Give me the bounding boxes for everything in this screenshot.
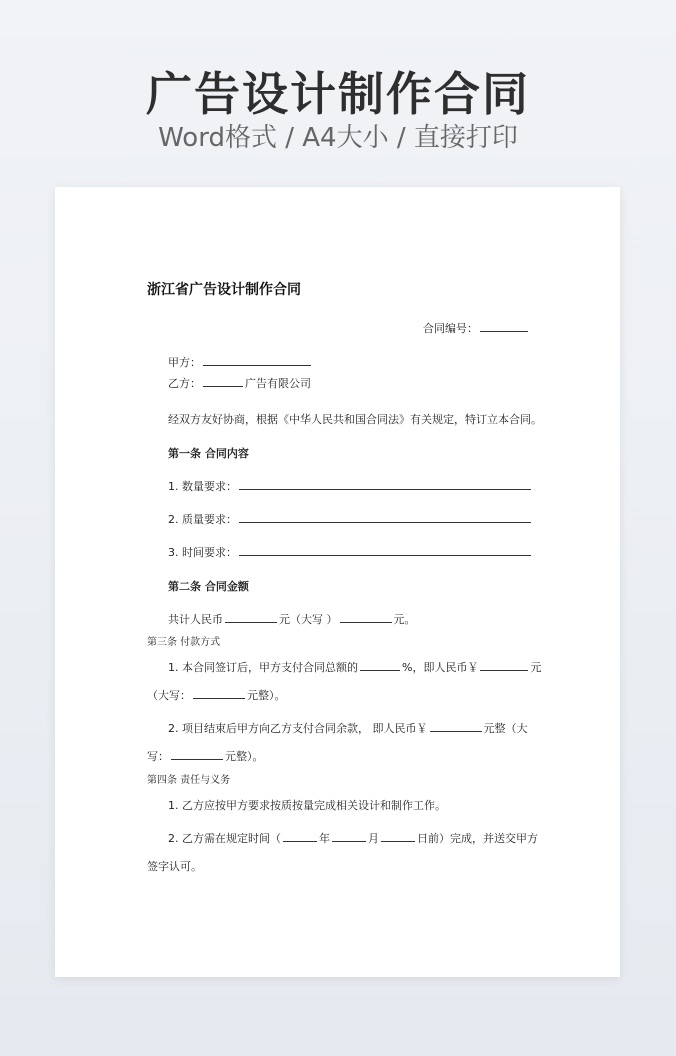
amount-mid: 元（大写 ） — [279, 613, 338, 626]
quality-label: 2. 质量要求： — [168, 513, 237, 526]
p1-text-b: %，即人民币￥ — [402, 661, 479, 674]
quantity-blank[interactable] — [239, 479, 531, 490]
article1-item-quality — [168, 511, 533, 527]
article2-amount-line — [168, 611, 416, 627]
month-blank[interactable] — [332, 831, 366, 842]
p2-deadline-a: 2. 乙方需在规定时间（ — [168, 832, 281, 845]
party-a-line — [168, 354, 313, 370]
p2-line2-b: 元整）。 — [225, 750, 264, 763]
intro-paragraph: 经双方友好协商，根据《中华人民共和国合同法》有关规定，特订立本合同。 — [168, 413, 542, 426]
article3-heading: 第三条 付款方式 — [147, 637, 221, 648]
p2-words-blank[interactable] — [171, 749, 223, 760]
party-a-blank[interactable] — [203, 355, 311, 366]
hero-title: 广告设计制作合同 — [146, 67, 530, 121]
quality-blank[interactable] — [239, 512, 531, 523]
hero-subtitle: Word格式 / A4大小 / 直接打印 — [158, 123, 518, 153]
party-b-company: 广告有限公司 — [245, 377, 311, 390]
party-b-label: 乙方： — [168, 377, 201, 390]
p1-text-a: 1. 本合同签订后，甲方支付合同总额的 — [168, 661, 358, 674]
contract-document — [55, 187, 620, 977]
contract-title: 浙江省广告设计制作合同 — [147, 282, 301, 298]
party-b-blank[interactable] — [203, 376, 243, 387]
party-a-label: 甲方： — [168, 356, 201, 369]
article3-para1 — [168, 659, 541, 675]
time-label: 3. 时间要求： — [168, 546, 237, 559]
p2-text-a: 2. 项目结束后甲方向乙方支付合同余款， 即人民币￥ — [168, 722, 428, 735]
article1-item-time — [168, 544, 533, 560]
article3-para2 — [168, 720, 528, 736]
day-blank[interactable] — [381, 831, 415, 842]
document-page — [55, 187, 620, 977]
party-b-line — [168, 375, 311, 391]
p1-line2-a: （大写： — [147, 689, 191, 702]
article3-para1-line2 — [147, 687, 286, 703]
p1-text-c: 元 — [530, 661, 542, 674]
p2-text-b: 元整（大 — [483, 722, 528, 735]
contract-number-blank[interactable] — [480, 321, 528, 332]
p1-line2-b: 元整）。 — [247, 689, 286, 702]
contract-number-line — [423, 320, 530, 336]
amount-suffix: 元。 — [393, 613, 416, 626]
p2-line2-a: 写： — [147, 750, 169, 763]
article2-heading: 第二条 合同金额 — [168, 580, 249, 593]
article1-item-quantity — [168, 478, 533, 494]
article1-heading: 第一条 合同内容 — [168, 447, 249, 460]
month-label: 月 — [368, 832, 379, 845]
article4-para1: 1. 乙方应按甲方要求按质按量完成相关设计和制作工作。 — [168, 799, 446, 812]
article4-para2 — [168, 830, 538, 846]
amount-words-blank[interactable] — [340, 612, 392, 623]
year-label: 年 — [319, 832, 330, 845]
year-blank[interactable] — [283, 831, 317, 842]
contract-number-label: 合同编号： — [423, 322, 478, 335]
quantity-label: 1. 数量要求： — [168, 480, 237, 493]
percent-blank[interactable] — [360, 660, 400, 671]
p1-words-blank[interactable] — [193, 688, 245, 699]
amount-blank[interactable] — [225, 612, 277, 623]
article4-heading: 第四条 责任与义务 — [147, 775, 231, 786]
time-blank[interactable] — [239, 545, 531, 556]
article3-para2-line2 — [147, 748, 264, 764]
article4-para2-line2: 签字认可。 — [147, 860, 202, 873]
p2-amount-blank[interactable] — [430, 721, 482, 732]
amount-prefix: 共计人民币 — [168, 613, 223, 626]
day-label: 日前）完成，并送交甲方 — [417, 832, 538, 845]
p1-amount-blank[interactable] — [480, 660, 528, 671]
